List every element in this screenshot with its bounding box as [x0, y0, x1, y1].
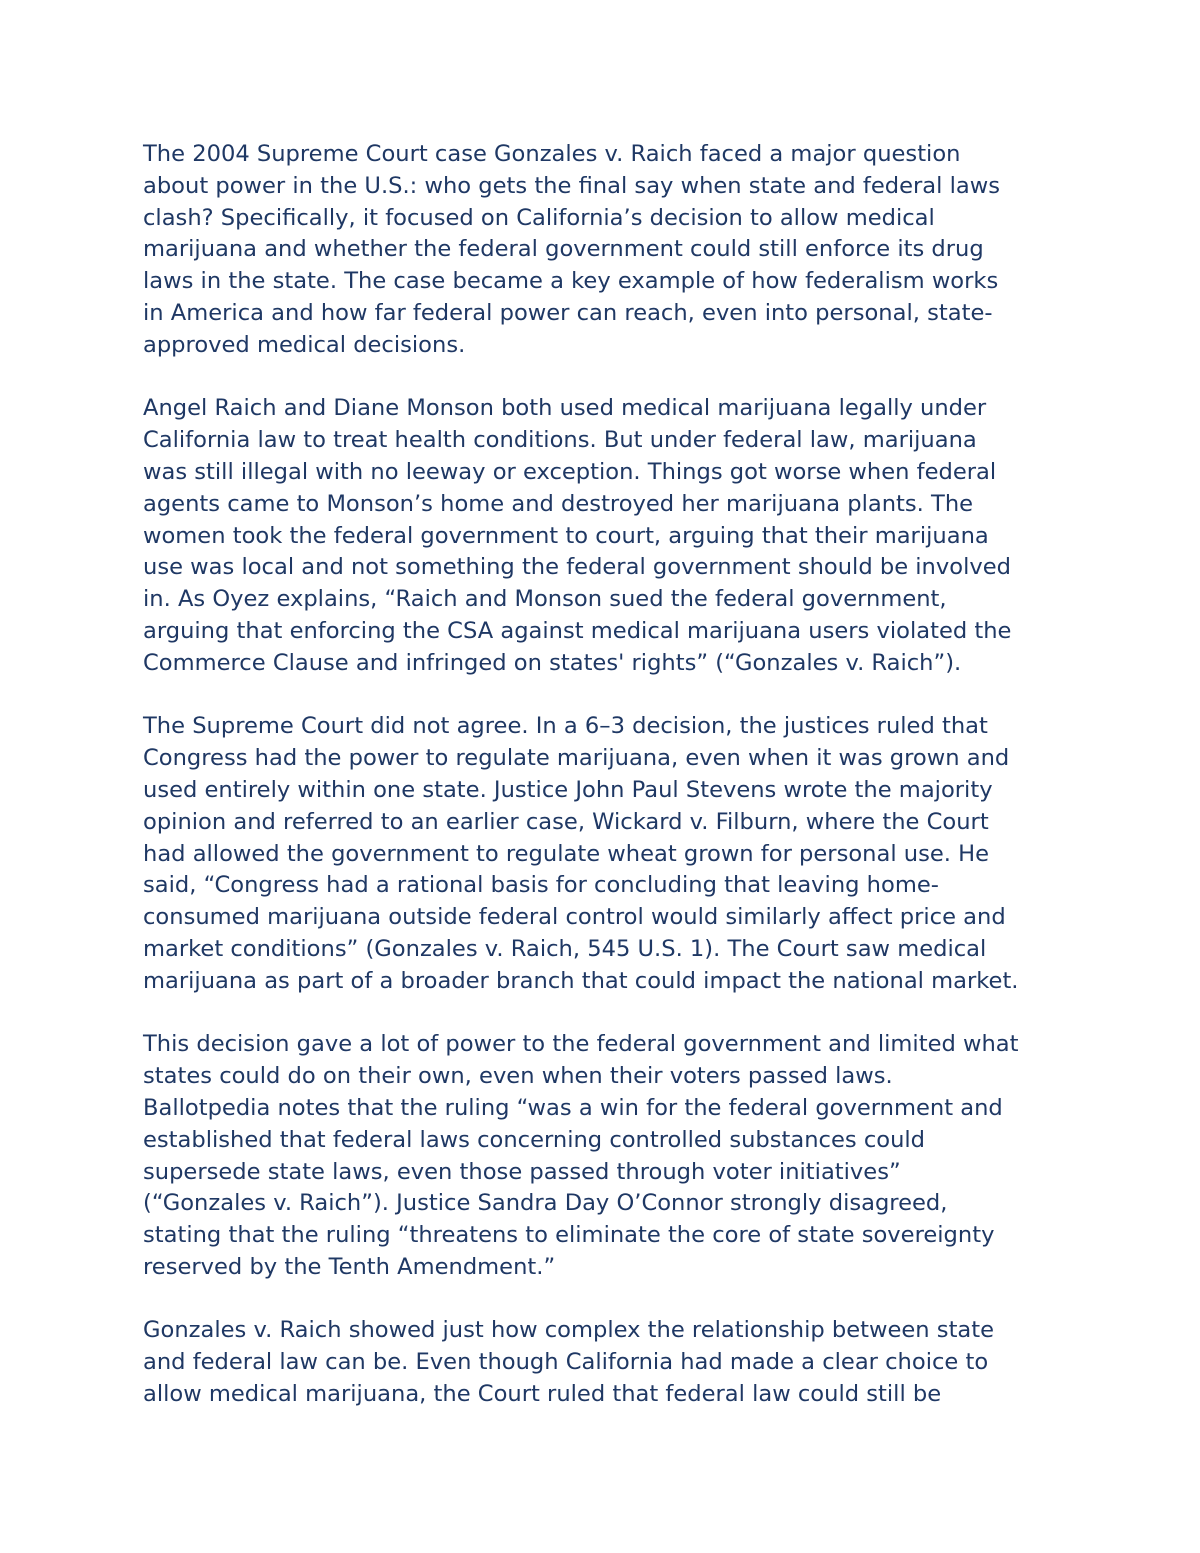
text-line: established that federal laws concerning controlled substances could	[143, 1126, 926, 1153]
text-line: market conditions” (Gonzales v. Raich, 545 U.S. 1). The Court saw medical	[143, 935, 987, 962]
text-line: allow medical marijuana, the Court ruled that federal law could still be	[143, 1381, 942, 1408]
text-line: Congress had the power to regulate marijuana, even when it was grown and	[143, 745, 1010, 772]
text-line: about power in the U.S.: who gets the final say when state and federal laws	[143, 172, 1000, 199]
text-line: use was local and not something the federal government should be involved	[143, 554, 1011, 581]
text-line: states could do on their own, even when their voters passed laws.	[143, 1063, 893, 1090]
text-line: laws in the state. The case became a key example of how federalism works	[143, 268, 999, 295]
text-line: said, “Congress had a rational basis for concluding that leaving home-	[143, 872, 939, 899]
text-line: consumed marijuana outside federal control would similarly affect price and	[143, 904, 1006, 931]
text-line: in America and how far federal power can reach, even into personal, state-	[143, 299, 993, 326]
text-line: marijuana as part of a broader branch that could impact the national market.	[143, 967, 1019, 994]
text-line: Gonzales v. Raich showed just how complex the relationship between state	[143, 1317, 995, 1344]
text-line: stating that the ruling “threatens to eliminate the core of state sovereignty	[143, 1222, 995, 1249]
text-line: approved medical decisions.	[143, 331, 466, 358]
paragraph	[143, 1315, 1073, 1410]
text-line: had allowed the government to regulate wheat grown for personal use. He	[143, 840, 990, 867]
text-line: used entirely within one state. Justice John Paul Stevens wrote the majority	[143, 776, 993, 803]
text-line: (“Gonzales v. Raich”). Justice Sandra Day O’Connor strongly disagreed,	[143, 1190, 948, 1217]
paragraph	[143, 711, 1073, 997]
text-line: clash? Specifically, it focused on California’s decision to allow medical	[143, 204, 935, 231]
text-line: supersede state laws, even those passed through voter initiatives”	[143, 1158, 901, 1185]
paragraph	[143, 1029, 1073, 1283]
text-line: The 2004 Supreme Court case Gonzales v. Raich faced a major question	[143, 141, 961, 167]
text-line: arguing that enforcing the CSA against medical marijuana users violated the	[143, 617, 1012, 644]
text-line: was still illegal with no leeway or exception. Things got worse when federal	[143, 458, 997, 485]
text-line: The Supreme Court did not agree. In a 6–3 decision, the justices ruled that	[143, 713, 988, 740]
text-line: opinion and referred to an earlier case, Wickard v. Filburn, where the Court	[143, 808, 989, 835]
text-line: reserved by the Tenth Amendment.”	[143, 1253, 556, 1280]
document-body	[143, 139, 1073, 1443]
text-line: California law to treat health conditions. But under federal law, marijuana	[143, 427, 977, 454]
paragraph	[143, 139, 1073, 362]
text-line: Commerce Clause and infringed on states' rights” (“Gonzales v. Raich”).	[143, 649, 962, 676]
text-line: Ballotpedia notes that the ruling “was a win for the federal government and	[143, 1094, 1003, 1121]
text-line: agents came to Monson’s home and destroyed her marijuana plants. The	[143, 490, 974, 517]
text-line: This decision gave a lot of power to the federal government and limited what	[143, 1031, 1019, 1058]
text-line: in. As Oyez explains, “Raich and Monson sued the federal government,	[143, 586, 947, 613]
text-line: women took the federal government to court, arguing that their marijuana	[143, 522, 989, 549]
text-line: and federal law can be. Even though California had made a clear choice to	[143, 1349, 989, 1376]
text-line: marijuana and whether the federal government could still enforce its drug	[143, 236, 984, 263]
text-line: Angel Raich and Diane Monson both used medical marijuana legally under	[143, 395, 987, 422]
paragraph	[143, 393, 1073, 679]
